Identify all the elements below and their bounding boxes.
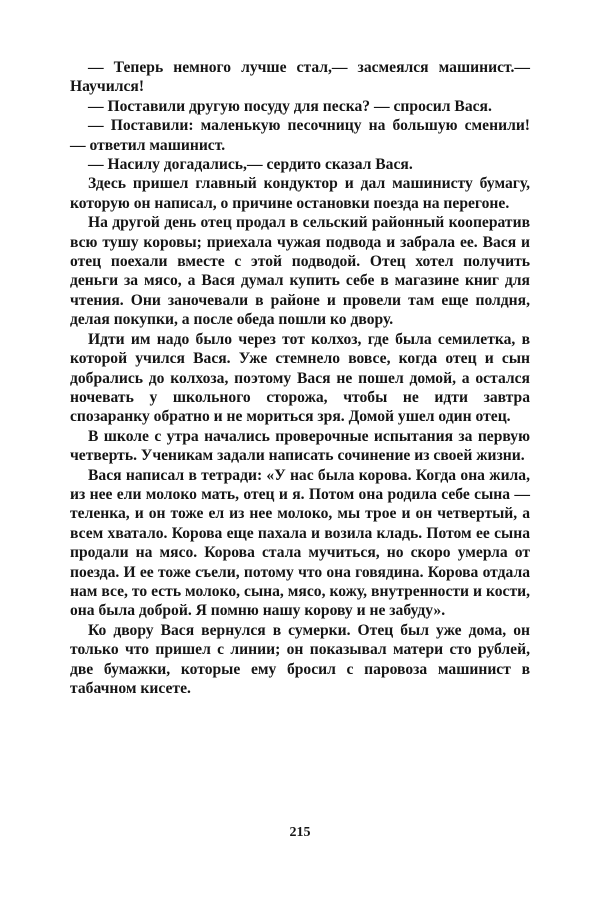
paragraph-7: Идти им надо было через тот колхоз, где была семилетка, в которой учился Вася. Уже стемнело вовсе, когда отец и сын добрались до колхоза, поэтому Вася не пошел домой, а остался ночевать у школьного сторожа, чтобы не идти завтра спозаранку обратно и не мориться зря. Домой ушел один отец. — [70, 330, 530, 426]
paragraph-5: Здесь пришел главный кондуктор и дал машинисту бумагу, которую он написал, о причине остановки поезда на перегоне. — [70, 175, 530, 212]
paragraph-1: — Теперь немного лучше стал,— засмеялся машинист.— Научился! — [70, 59, 530, 96]
paragraph-6: На другой день отец продал в сельский районный кооператив всю тушу коровы; приехала чужая подвода и забрала ее. Вася и отец поехали вместе с этой подводой. Отец хотел получить деньги за мясо, а Вася думал купить себе в магазине книг для чтения. Они заночевали в районе и провели там еще полдня, делая покупки, а после обеда пошли ко двору. — [70, 214, 530, 329]
paragraph-2: — Поставили другую посуду для песка? — спросил Вася. — [88, 97, 492, 115]
paragraph-3: — Поставили: маленькую песочницу на большую сменили! — ответил машинист. — [70, 117, 530, 154]
paragraph-8: В школе с утра начались проверочные испытания за первую четверть. Ученикам задали написать сочинение из своей жизни. — [70, 427, 530, 465]
paragraph-4: — Насилу догадались,— сердито сказал Вася. — [88, 156, 413, 174]
paragraph-9: Вася написал в тетради: «У нас была корова. Когда она жила, из нее ели молоко мать, отец и я. Потом она родила себе сына — теленка, и он тоже ел из нее молоко, мы трое и он четвертый, а всем хватало. Корова еще пахала и возила кладь. Потом ее сына продали на мясо. Корова стала мучиться, но скоро умерла от поезда. И ее тоже съели, потому что она говядина. Корова отдала нам все, то есть молоко, сына, мясо, кожу, внутренности и кости, она была доброй. Я помню нашу корову и не забуду». — [70, 466, 530, 620]
page-number: 215 — [289, 825, 311, 840]
page-text — [70, 58, 530, 698]
paragraph-10: Ко двору Вася вернулся в сумерки. Отец был уже дома, он только что пришел с линии; он показывал матери сто рублей, две бумажки, которые ему бросил с паровоза машинист в табачном кисете. — [70, 621, 530, 697]
